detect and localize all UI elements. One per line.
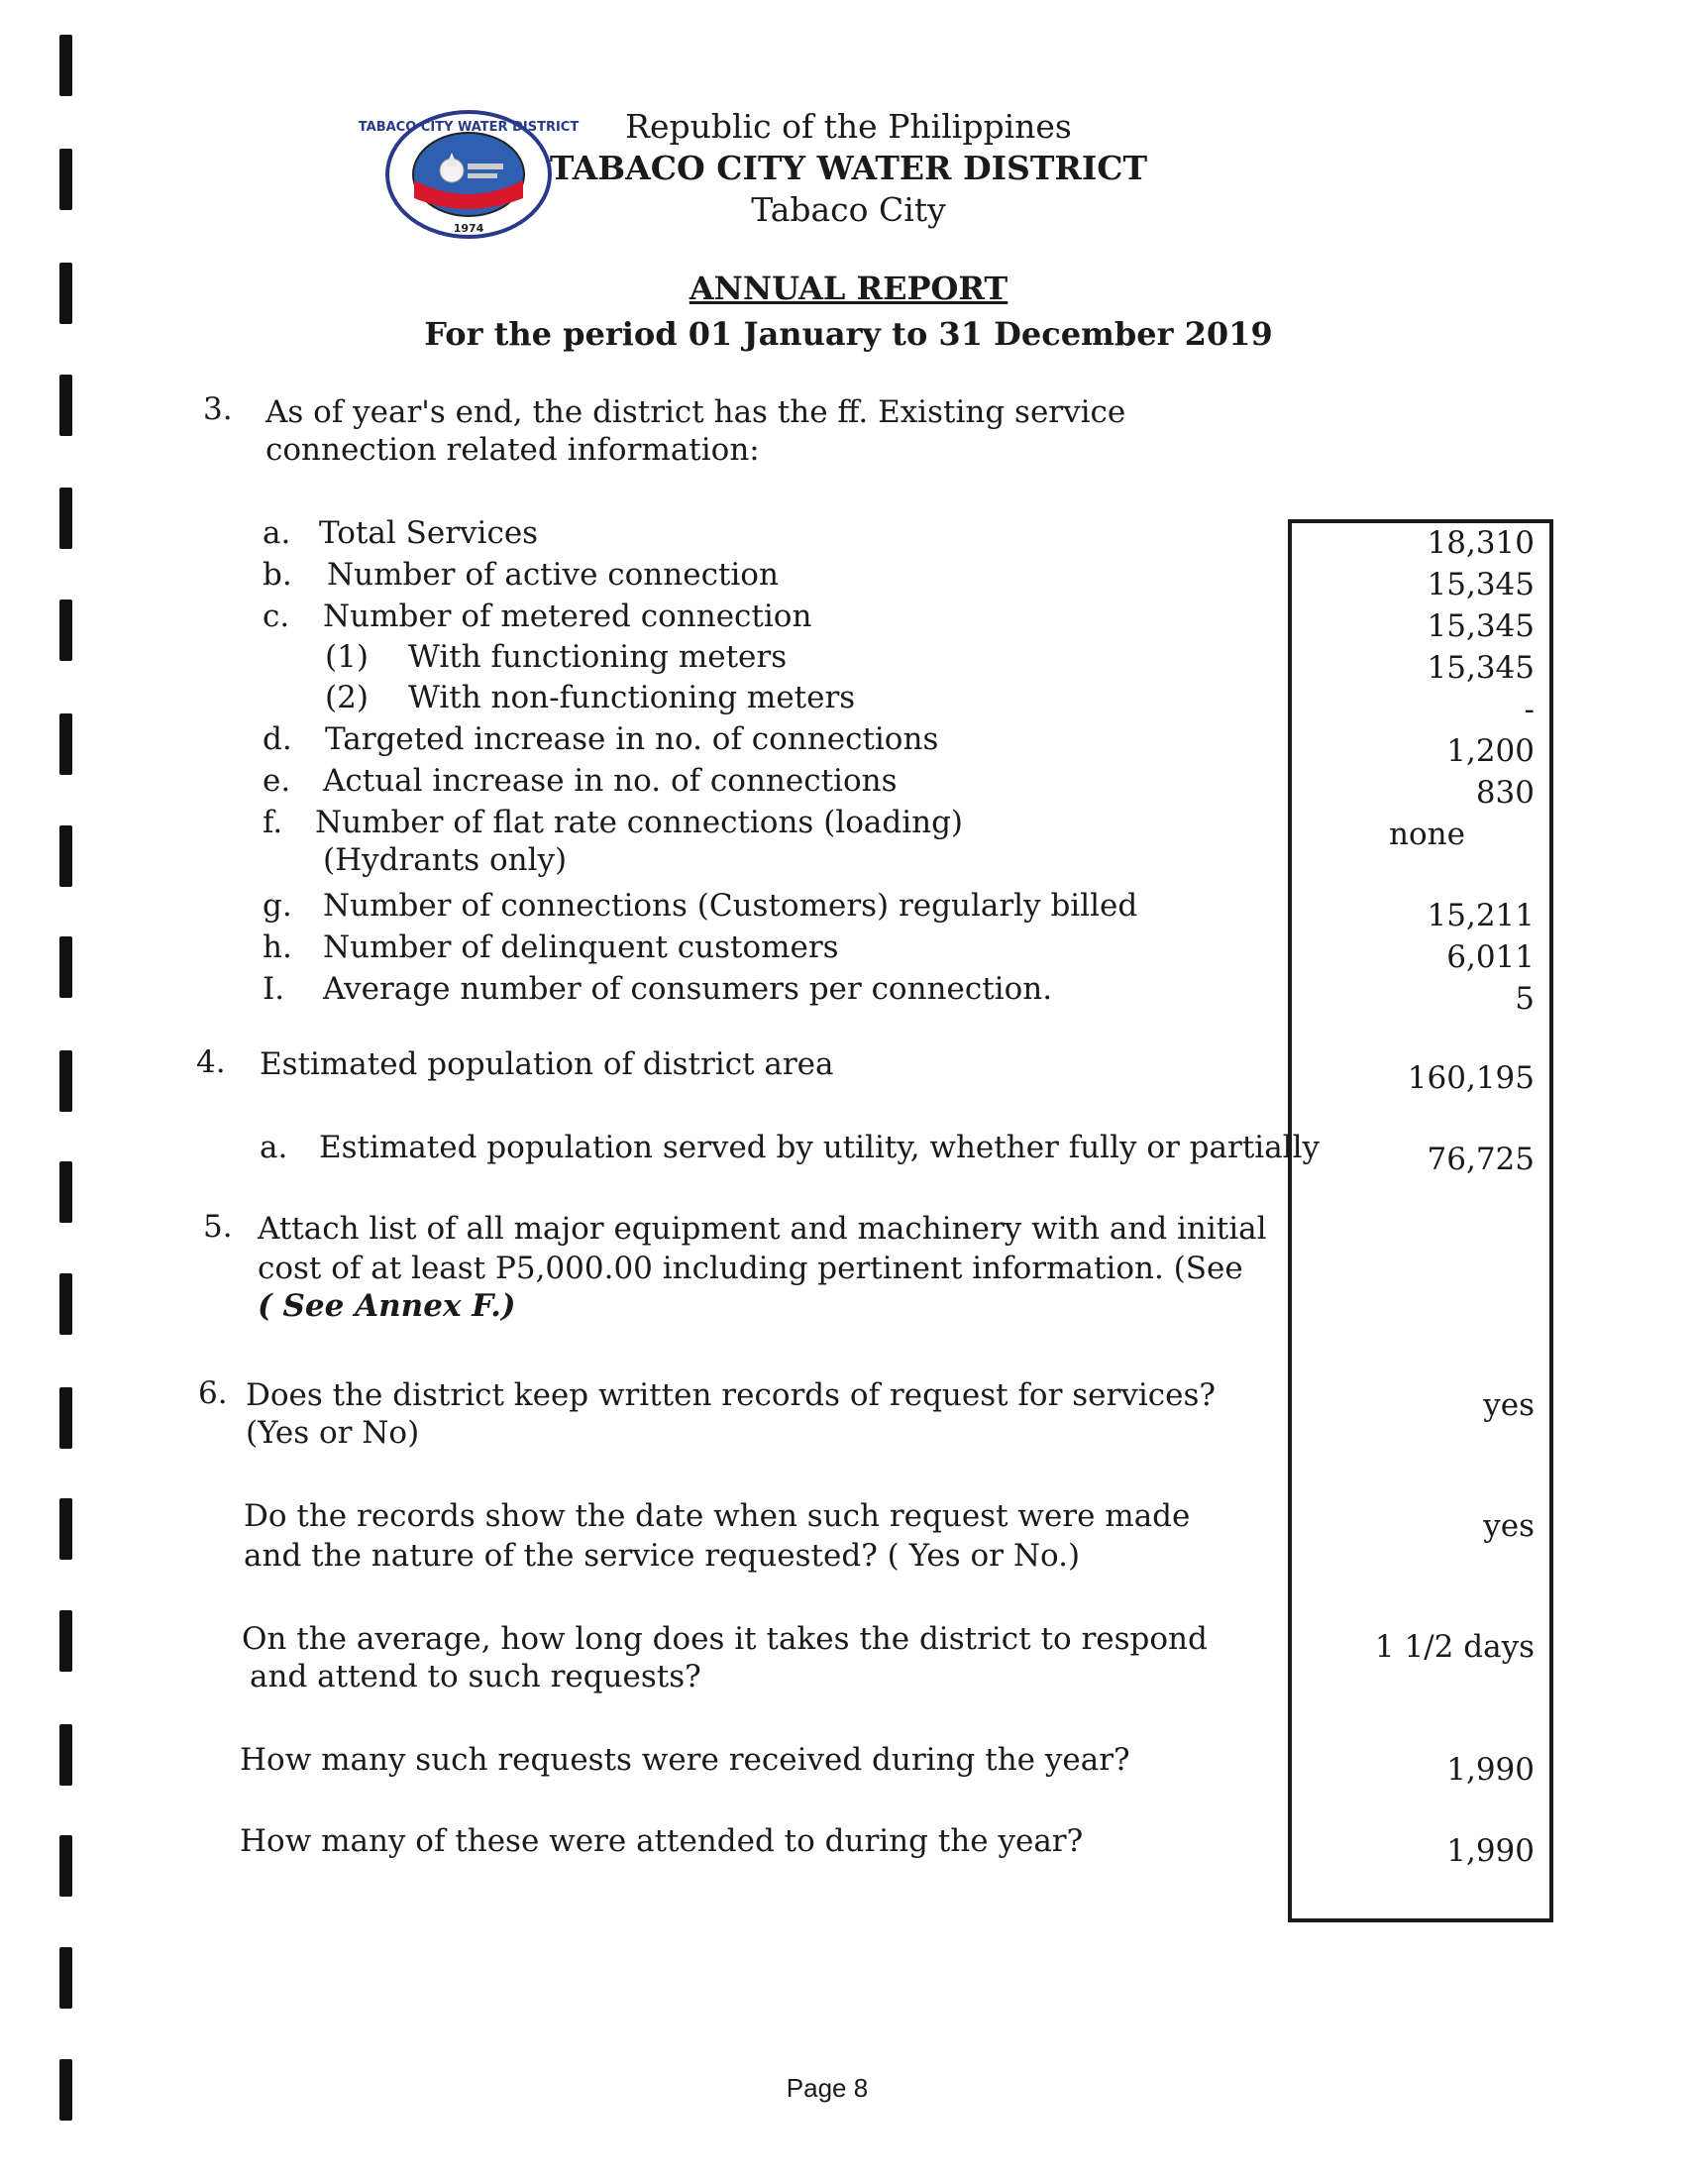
q5-annex-reference: ( See Annex F.) [258, 1288, 516, 1324]
q3-item-letter: c. [263, 599, 290, 634]
q3-item-label: With functioning meters [408, 639, 788, 675]
q5-number: 5. [203, 1209, 233, 1245]
q6-b-line1: Do the records show the date when such request were made [244, 1498, 1191, 1534]
q3-item-value: 6,011 [1446, 939, 1535, 975]
q3-item-label: Number of active connection [327, 557, 779, 593]
q3-number: 3. [203, 391, 233, 427]
q4-sub-letter: a. [260, 1130, 288, 1165]
q3-text-line2: connection related information: [265, 432, 760, 468]
q3-item-label: Average number of consumers per connection. [323, 971, 1053, 1007]
q4-sub-value: 76,725 [1427, 1142, 1535, 1177]
q6-e-value: 1,990 [1446, 1833, 1535, 1869]
q3-item-letter: h. [263, 929, 292, 965]
q6-b-line2: and the nature of the service requested? ( Yes or No.) [244, 1538, 1081, 1574]
q4-text: Estimated population of district area [260, 1046, 834, 1082]
q3-item-value: 1,200 [1446, 733, 1535, 769]
q3-item-value: 15,345 [1427, 650, 1535, 686]
q3-item-label-line2: (Hydrants only) [323, 842, 568, 878]
q6-a-line2: (Yes or No) [246, 1415, 420, 1451]
values-box [1288, 519, 1553, 1922]
q3-item-label: Number of flat rate connections (loading) [315, 805, 964, 840]
q4-sub-text: Estimated population served by utility, whether fully or partially [319, 1130, 1321, 1165]
q3-item-label: With non-functioning meters [408, 680, 856, 715]
q3-item-label: Targeted increase in no. of connections [325, 721, 939, 757]
q6-a-value: yes [1483, 1387, 1535, 1423]
q3-item-letter: (2) [325, 680, 369, 715]
q6-number: 6. [198, 1375, 228, 1411]
q3-item-label: Number of delinquent customers [323, 929, 839, 965]
page-number: Page 8 [786, 2073, 869, 2103]
q3-item-letter: e. [263, 763, 291, 799]
q3-item-label: Actual increase in no. of connections [323, 763, 898, 799]
q4-number: 4. [196, 1044, 226, 1080]
q3-item-letter: I. [263, 971, 285, 1007]
q6-d-line1: How many such requests were received during the year? [240, 1742, 1130, 1778]
q3-item-value: 5 [1515, 981, 1535, 1017]
q3-item-letter: f. [263, 805, 283, 840]
q6-b-value: yes [1483, 1508, 1535, 1544]
q3-item-label: Total Services [319, 515, 539, 551]
q3-item-value: 15,345 [1427, 567, 1535, 602]
report-period: For the period 01 January to 31 December 2019 [424, 315, 1273, 353]
q3-item-letter: d. [263, 721, 292, 757]
header-district-name: TABACO CITY WATER DISTRICT [549, 149, 1148, 187]
logo-year: 1974 [453, 222, 484, 235]
q3-item-value: 15,211 [1427, 898, 1535, 933]
q5-text-line2: cost of at least P5,000.00 including pertinent information. (See [258, 1251, 1243, 1286]
q4-value: 160,195 [1407, 1060, 1535, 1096]
logo-lettering: TABACO CITY WATER DISTRICT [358, 120, 580, 135]
q6-d-value: 1,990 [1446, 1752, 1535, 1788]
q3-item-value: none [1389, 817, 1465, 852]
q6-c-line1: On the average, how long does it takes the district to respond [242, 1621, 1208, 1657]
report-title: ANNUAL REPORT [689, 270, 1008, 307]
q6-a-line1: Does the district keep written records of request for services? [246, 1377, 1216, 1413]
q3-item-letter: g. [263, 888, 292, 924]
q5-text-line1: Attach list of all major equipment and machinery with and initial [258, 1211, 1267, 1247]
header-republic: Republic of the Philippines [625, 107, 1072, 146]
q6-e-line1: How many of these were attended to during the year? [240, 1823, 1084, 1859]
q3-item-value: 18,310 [1427, 525, 1535, 561]
q3-item-letter: (1) [325, 639, 369, 675]
q3-item-value: - [1524, 692, 1535, 727]
q6-c-line2: and attend to such requests? [250, 1659, 701, 1694]
q3-text-line1: As of year's end, the district has the ff. Existing service [265, 394, 1126, 430]
q3-item-label: Number of connections (Customers) regularly billed [323, 888, 1138, 924]
q3-item-letter: b. [263, 557, 292, 593]
q3-item-value: 830 [1475, 775, 1535, 811]
q3-item-value: 15,345 [1427, 608, 1535, 644]
q3-item-label: Number of metered connection [323, 599, 812, 634]
header-city: Tabaco City [751, 190, 946, 229]
q6-c-value: 1 1/2 days [1374, 1629, 1535, 1665]
q3-item-letter: a. [263, 515, 291, 551]
